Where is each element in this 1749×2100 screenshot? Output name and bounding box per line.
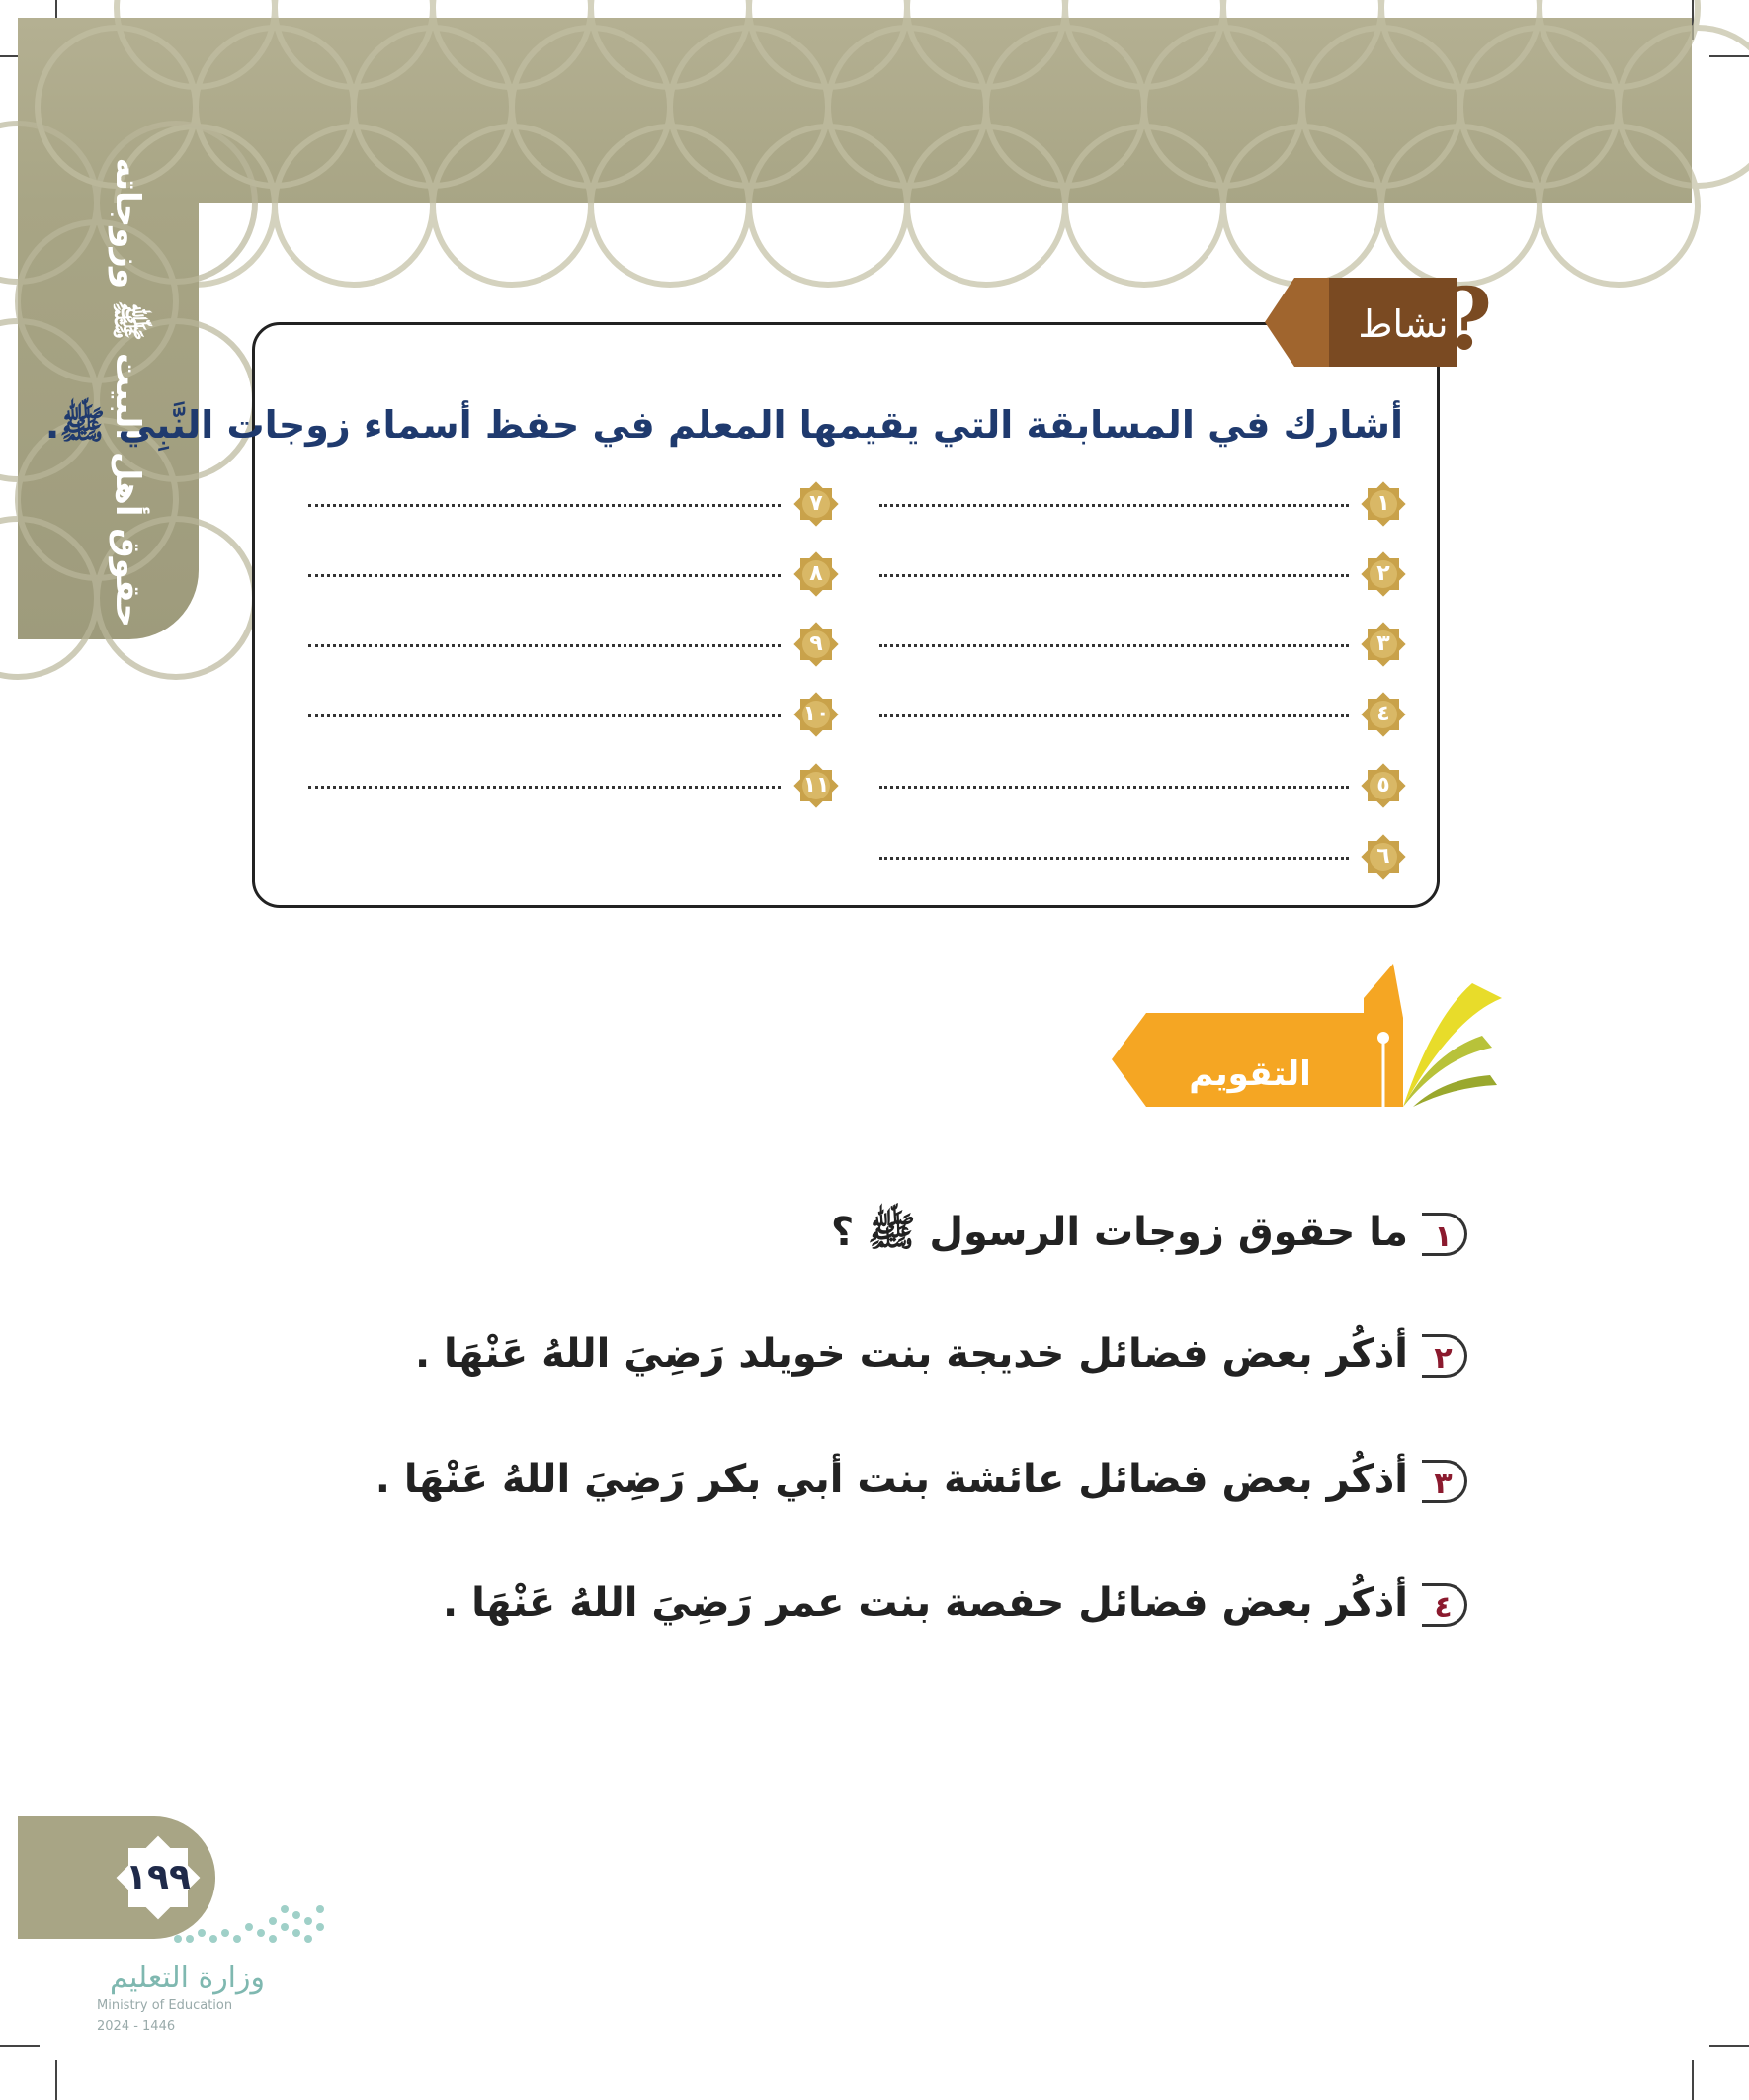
answer-line[interactable] xyxy=(879,504,1349,507)
number-badge-label: ٤ xyxy=(1376,702,1390,726)
crop-mark xyxy=(1709,2045,1749,2047)
number-badge xyxy=(790,688,843,741)
question-number: ٢ xyxy=(1422,1334,1467,1378)
ministry-name-ar: وزارة التعليم xyxy=(109,1961,265,1995)
number-badge xyxy=(1357,477,1410,531)
number-badge xyxy=(1357,830,1410,883)
question-2 xyxy=(415,1322,1467,1386)
question-text: أذكُر بعض فضائل عائشة بنت أبي بكر رَضِيَ اللهُ عَنْهَا . xyxy=(375,1457,1408,1502)
number-badge-label: ١ xyxy=(1376,491,1390,516)
number-badge xyxy=(790,477,843,531)
number-badge-label: ٣ xyxy=(1376,631,1390,656)
number-badge xyxy=(790,547,843,601)
question-4 xyxy=(443,1571,1467,1635)
header-band xyxy=(18,18,1692,203)
answer-line[interactable] xyxy=(308,574,781,577)
answer-line[interactable] xyxy=(879,574,1349,577)
question-text: ما حقوق زوجات الرسول ﷺ ؟ xyxy=(830,1210,1408,1255)
answer-line[interactable] xyxy=(308,714,781,717)
crop-mark xyxy=(55,2060,57,2100)
answer-line[interactable] xyxy=(879,786,1349,789)
answer-line[interactable] xyxy=(879,714,1349,717)
pattern-decoration xyxy=(18,18,1692,203)
question-number: ٤ xyxy=(1422,1583,1467,1627)
number-badge-label: ٢ xyxy=(1376,561,1390,586)
question-number: ١ xyxy=(1422,1213,1467,1256)
number-badge-label: ٩ xyxy=(809,631,823,656)
number-badge-label: ١٠ xyxy=(802,702,830,726)
ministry-year: 2024 - 1446 xyxy=(97,2019,176,2034)
number-badge xyxy=(1357,547,1410,601)
answer-line[interactable] xyxy=(308,504,781,507)
number-badge xyxy=(1357,618,1410,671)
question-1 xyxy=(831,1201,1467,1264)
crop-mark xyxy=(1709,55,1749,57)
chapter-title: حقوق أهل البيت ﷺ وزوجاته xyxy=(108,157,147,628)
answer-line[interactable] xyxy=(308,644,781,647)
crop-mark xyxy=(1692,2060,1694,2100)
question-mark-icon: ? xyxy=(1442,270,1493,370)
number-badge xyxy=(790,759,843,812)
evaluation-title: التقويم xyxy=(1189,1054,1311,1094)
page-number: ١٩٩ xyxy=(125,1857,191,1897)
question-text: أذكُر بعض فضائل خديجة بنت خويلد رَضِيَ اللهُ عَنْهَا . xyxy=(414,1331,1408,1377)
ministry-name-en: Ministry of Education xyxy=(97,1998,233,2013)
answer-line[interactable] xyxy=(879,644,1349,647)
question-3 xyxy=(375,1448,1467,1511)
number-badge xyxy=(1357,759,1410,812)
answer-line[interactable] xyxy=(879,857,1349,860)
number-badge-label: ٧ xyxy=(809,491,823,516)
question-text: أذكُر بعض فضائل حفصة بنت عمر رَضِيَ اللهُ عَنْهَا . xyxy=(443,1580,1408,1626)
answer-line[interactable] xyxy=(308,786,781,789)
activity-instruction: أشارك في المسابقة التي يقيمها المعلم في حفظ أسماء زوجات النَّبِي ﷺ. xyxy=(44,403,1403,447)
number-badge-label: ١١ xyxy=(802,773,830,798)
crop-mark xyxy=(0,2045,40,2047)
number-badge-label: ٦ xyxy=(1376,844,1390,869)
activity-label-text: نشاط xyxy=(1358,302,1449,346)
question-number: ٣ xyxy=(1422,1460,1467,1503)
number-badge-label: ٨ xyxy=(809,561,823,586)
number-badge xyxy=(1357,688,1410,741)
number-badge xyxy=(790,618,843,671)
ministry-logo-icon xyxy=(168,1899,326,1949)
number-badge-label: ٥ xyxy=(1376,773,1390,798)
